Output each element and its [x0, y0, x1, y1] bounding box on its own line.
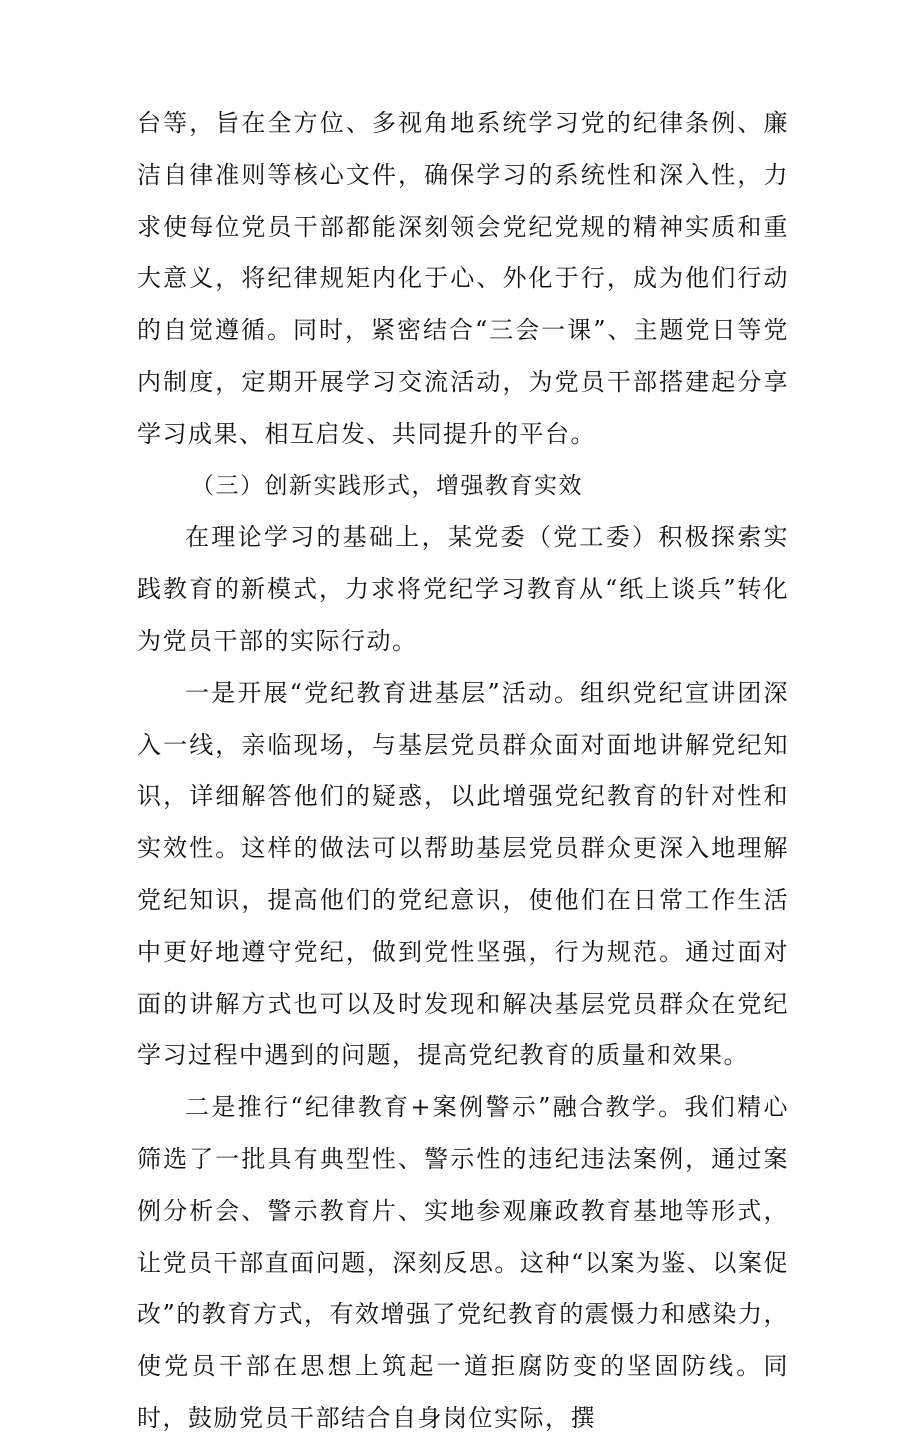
- paragraph-case-warning: 二是推行“纪律教育+案例警示”融合教学。我们精心筛选了一批具有典型性、警示性的违纪违法案例，通过案例分析会、警示教育片、实地参观廉政教育基地等形式，让党员干部直面问题，深刻反思。这种“以案为鉴、以案促改”的教育方式，有效增强了党纪教育的震慑力和感染力，使党员干部在思想上筑起一道拒腐防变的坚固防线。同时，鼓励党员干部结合自身岗位实际，撰: [137, 1093, 789, 1432]
- section-heading-3: （三）创新实践形式，增强教育实效: [191, 472, 583, 499]
- paragraph-platform-study: 台等，旨在全方位、多视角地系统学习党的纪律条例、廉洁自律准则等核心文件，确保学习的系统性和深入性，力求使每位党员干部都能深刻领会党纪党规的精神实质和重大意义，将纪律规矩内化于心、外化于行，成为他们行动的自觉遵循。同时，紧密结合“三会一课”、主题党日等党内制度，定期开展学习交流活动，为党员干部搭建起分享学习成果、相互启发、共同提升的平台。: [137, 109, 789, 448]
- paragraph-grassroots-activity: 一是开展“党纪教育进基层”活动。组织党纪宣讲团深入一线，亲临现场，与基层党员群众面对面地讲解党纪知识，详细解答他们的疑惑，以此增强党纪教育的针对性和实效性。这样的做法可以帮助基层党员群众更深入地理解党纪知识，提高他们的党纪意识，使他们在日常工作生活中更好地遵守党纪，做到党性坚强，行为规范。通过面对面的讲解方式也可以及时发现和解决基层党员群众在党纪学习过程中遇到的问题，提高党纪教育的质量和效果。: [137, 678, 789, 1070]
- document-body: [137, 98, 789, 1445]
- paragraph-practice-intro: 在理论学习的基础上，某党委（党工委）积极探索实践教育的新模式，力求将党纪学习教育从“纸上谈兵”转化为党员干部的实际行动。: [137, 523, 789, 655]
